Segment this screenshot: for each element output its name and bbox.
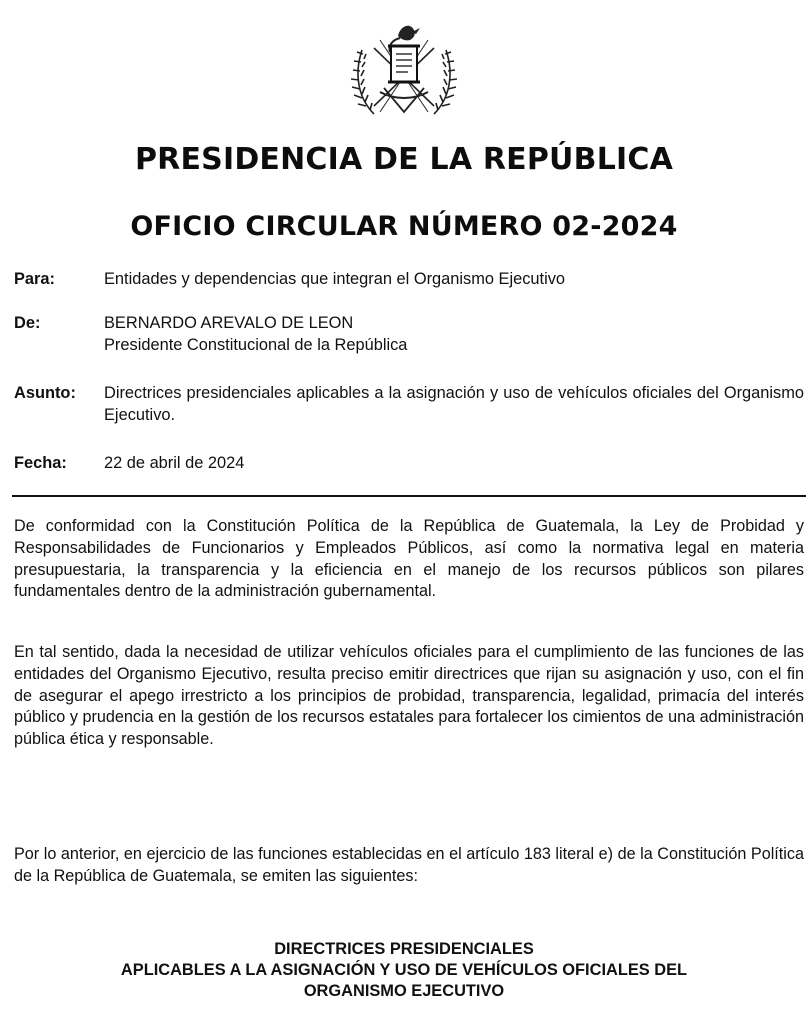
coat-of-arms-icon (344, 14, 464, 124)
field-de-position: Presidente Constitucional de la República (104, 336, 408, 354)
field-para-value: Entidades y dependencias que integran el Organismo Ejecutivo (104, 270, 566, 288)
field-fecha-label: Fecha: (14, 454, 67, 472)
field-fecha-value: 22 de abril de 2024 (104, 454, 245, 472)
section-heading-line-1: DIRECTRICES PRESIDENCIALES (274, 940, 534, 958)
field-para-label: Para: (14, 270, 56, 288)
field-de-name: BERNARDO AREVALO DE LEON (104, 314, 354, 332)
section-heading-line-2: APLICABLES A LA ASIGNACIÓN Y USO DE VEHÍCULOS OFICIALES DEL (120, 961, 688, 979)
field-de-value (104, 312, 407, 356)
field-asunto-value: Directrices presidenciales aplicables a la asignación y uso de vehículos oficiales del Organismo Ejecutivo. (104, 384, 804, 424)
section-heading-line-3: ORGANISMO EJECUTIVO (303, 982, 505, 1000)
document-title: PRESIDENCIA DE LA REPÚBLICA (134, 142, 674, 177)
body-paragraph-3: Por lo anterior, en ejercicio de las funciones establecidas en el artículo 183 literal e) de la Constitución Política de la República de Guatemala, se emiten las siguientes: (14, 845, 804, 885)
field-asunto-label: Asunto: (14, 384, 76, 402)
field-de-label: De: (14, 314, 41, 332)
body-paragraph-2: En tal sentido, dada la necesidad de utilizar vehículos oficiales para el cumplimiento de las funciones de las entidades del Organismo Ejecutivo, resulta preciso emitir directrices que rijan su asignación y uso, con el fin de asegurar el apego irrestricto a los principios de probidad, transparencia, legalidad, primacía del interés público y prudencia en la gestión de los recursos estatales para fortalecer los cimientos de una administración pública ética y responsable. (14, 643, 804, 749)
body-paragraph-1: De conformidad con la Constitución Política de la República de Guatemala, la Ley de Probidad y Responsabilidades de Funcionarios y Empleados Públicos, así como la normativa legal en materia presupuestaria, la transparencia y la eficiencia en el manejo de los recursos públicos son pilares fundamentales dentro de la administración gubernamental. (14, 517, 804, 601)
document-subtitle: OFICIO CIRCULAR NÚMERO 02-2024 (130, 211, 678, 242)
section-heading (0, 939, 808, 1002)
header-divider (12, 495, 806, 497)
